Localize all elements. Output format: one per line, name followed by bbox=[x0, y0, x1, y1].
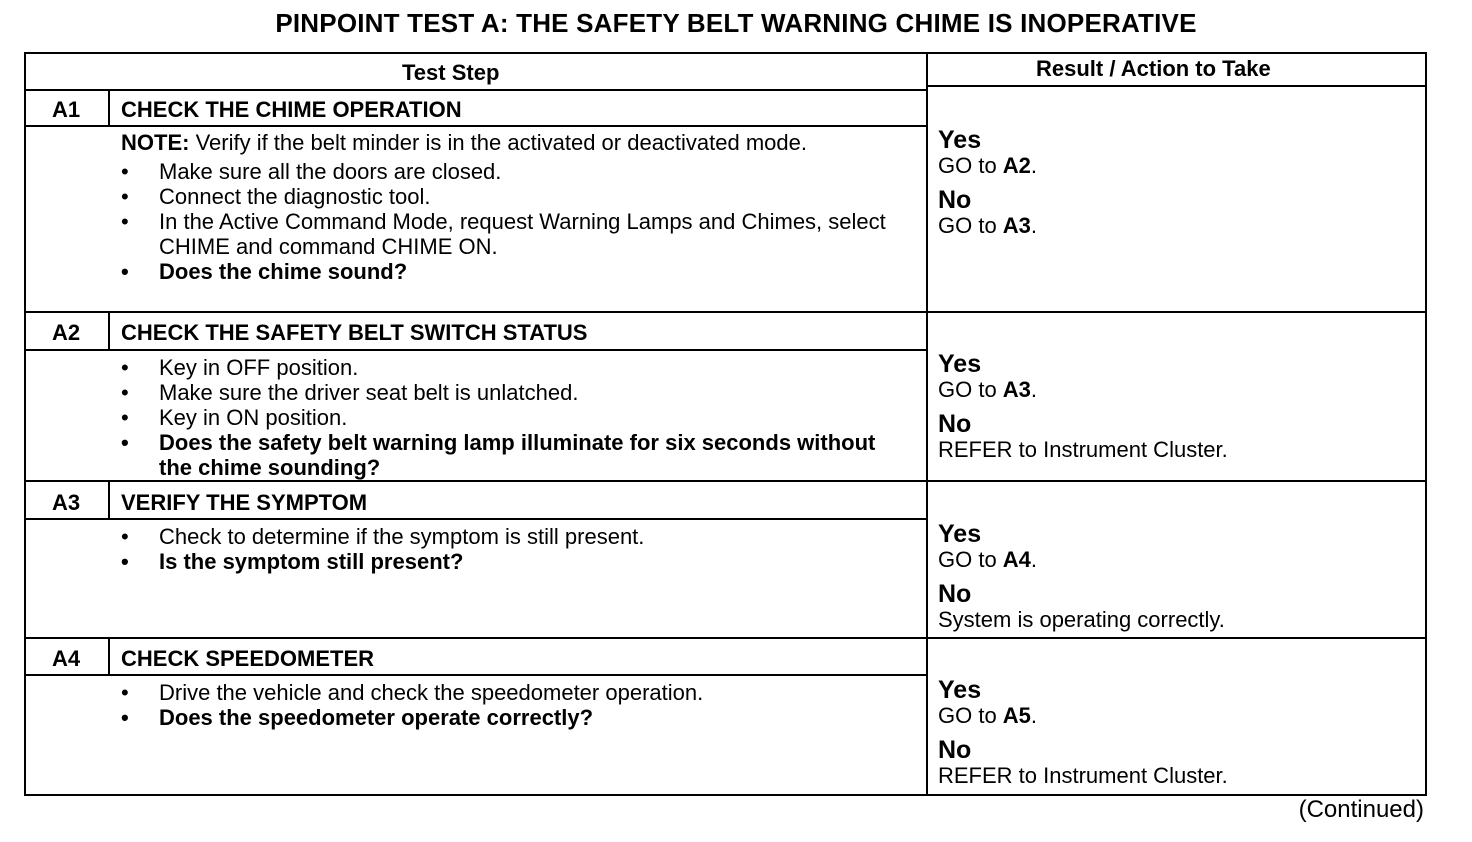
yes-suffix: . bbox=[1030, 703, 1038, 728]
no-action: REFER to Instrument Cluster. bbox=[938, 437, 1228, 462]
yes-label: Yes bbox=[938, 350, 982, 378]
no-action: REFER to Instrument Cluster. bbox=[938, 763, 1228, 788]
no-suffix: . bbox=[1030, 213, 1038, 238]
step-body bbox=[121, 524, 901, 574]
yes-prefix: GO to bbox=[938, 377, 1003, 402]
note bbox=[121, 130, 901, 155]
bullet-list bbox=[121, 159, 901, 284]
bullet-list bbox=[121, 355, 901, 480]
yes-label: Yes bbox=[938, 126, 982, 154]
list-item: • Make sure all the doors are closed. bbox=[121, 159, 901, 184]
question-item: • Does the chime sound? bbox=[121, 259, 901, 284]
question-item: • Does the speedometer operate correctly? bbox=[121, 705, 901, 730]
no-target: A3 bbox=[1002, 213, 1031, 238]
id-separator bbox=[108, 313, 110, 349]
yes-action bbox=[938, 154, 1408, 178]
bullet-list bbox=[121, 524, 901, 574]
id-separator bbox=[108, 482, 110, 518]
yes-target: A5 bbox=[1002, 703, 1031, 728]
yes-suffix: . bbox=[1030, 377, 1038, 402]
step-body bbox=[121, 355, 901, 480]
no-action: System is operating correctly. bbox=[938, 607, 1225, 632]
row-divider bbox=[26, 349, 926, 351]
pinpoint-test-table bbox=[24, 52, 1427, 796]
row-divider bbox=[26, 311, 1425, 313]
row-divider bbox=[26, 125, 926, 127]
yes-suffix: . bbox=[1030, 547, 1038, 572]
result-block bbox=[938, 126, 1408, 238]
page-title: PINPOINT TEST A: THE SAFETY BELT WARNING CHIME IS INOPERATIVE bbox=[275, 8, 1197, 38]
result-block bbox=[938, 676, 1408, 788]
yes-action bbox=[938, 378, 1408, 402]
header-test-step: Test Step bbox=[402, 60, 500, 85]
yes-label: Yes bbox=[938, 676, 982, 704]
list-item: • Make sure the driver seat belt is unlatched. bbox=[121, 380, 901, 405]
result-block bbox=[938, 350, 1408, 462]
list-item: • Key in OFF position. bbox=[121, 355, 901, 380]
no-label: No bbox=[938, 736, 972, 764]
row-divider bbox=[26, 518, 926, 520]
header-result: Result / Action to Take bbox=[1036, 56, 1271, 81]
yes-prefix: GO to bbox=[938, 153, 1003, 178]
result-block bbox=[938, 520, 1408, 632]
row-divider bbox=[26, 637, 1425, 639]
yes-action bbox=[938, 704, 1408, 728]
note-text: Verify if the belt minder is in the activated or deactivated mode. bbox=[189, 130, 807, 155]
yes-action bbox=[938, 548, 1408, 572]
step-title: VERIFY THE SYMPTOM bbox=[121, 490, 368, 515]
yes-target: A4 bbox=[1002, 547, 1031, 572]
header-divider-left bbox=[26, 89, 926, 91]
question-item: • Is the symptom still present? bbox=[121, 549, 901, 574]
step-id: A4 bbox=[51, 646, 81, 671]
continued-note: (Continued) bbox=[1298, 796, 1424, 823]
list-item: • Check to determine if the symptom is still present. bbox=[121, 524, 901, 549]
yes-label: Yes bbox=[938, 520, 982, 548]
step-body bbox=[121, 130, 901, 284]
no-label: No bbox=[938, 186, 972, 214]
no-prefix: GO to bbox=[938, 213, 1003, 238]
yes-target: A2 bbox=[1002, 153, 1031, 178]
step-body bbox=[121, 680, 901, 730]
id-separator bbox=[108, 639, 110, 675]
header-divider-right bbox=[926, 85, 1425, 87]
row-divider bbox=[26, 674, 926, 676]
list-item: • Key in ON position. bbox=[121, 405, 901, 430]
step-title: CHECK THE CHIME OPERATION bbox=[121, 97, 462, 122]
note-label: NOTE: bbox=[121, 130, 190, 155]
bullet-list bbox=[121, 680, 901, 730]
step-title: CHECK THE SAFETY BELT SWITCH STATUS bbox=[121, 320, 588, 345]
list-item: • In the Active Command Mode, request Warning Lamps and Chimes, select CHIME and command CHIME ON. bbox=[121, 209, 901, 259]
yes-prefix: GO to bbox=[938, 547, 1003, 572]
yes-target: A3 bbox=[1002, 377, 1031, 402]
id-separator bbox=[108, 90, 110, 126]
yes-suffix: . bbox=[1030, 153, 1038, 178]
no-action bbox=[938, 214, 1408, 238]
step-id: A2 bbox=[51, 320, 81, 345]
list-item: • Drive the vehicle and check the speedometer operation. bbox=[121, 680, 901, 705]
no-label: No bbox=[938, 580, 972, 608]
list-item: • Connect the diagnostic tool. bbox=[121, 184, 901, 209]
no-label: No bbox=[938, 410, 972, 438]
step-id: A1 bbox=[51, 97, 81, 122]
question-item: • Does the safety belt warning lamp illuminate for six seconds without the chime sounding? bbox=[121, 430, 901, 480]
step-title: CHECK SPEEDOMETER bbox=[121, 646, 375, 671]
step-id: A3 bbox=[51, 490, 81, 515]
yes-prefix: GO to bbox=[938, 703, 1003, 728]
row-divider bbox=[26, 480, 1425, 482]
column-divider bbox=[926, 54, 928, 794]
